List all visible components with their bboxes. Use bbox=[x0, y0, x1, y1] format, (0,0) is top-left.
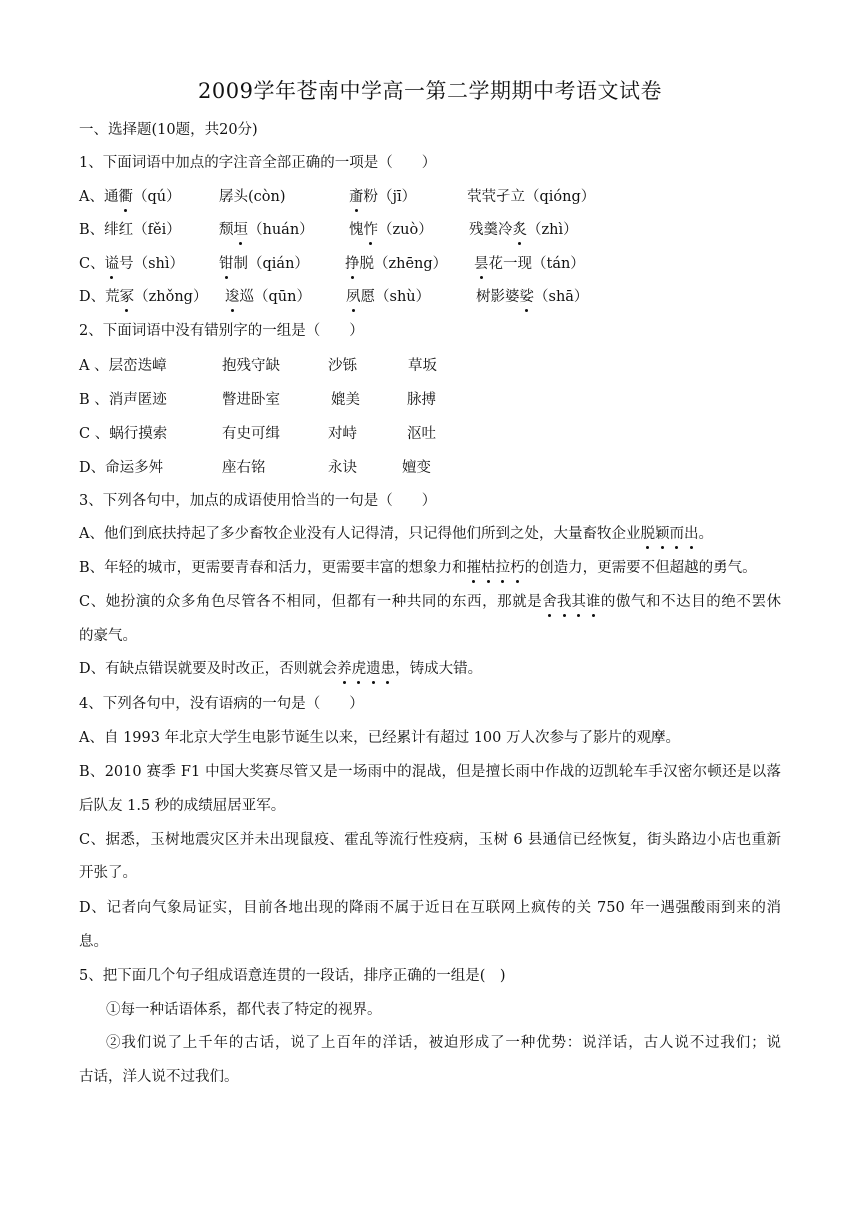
q2-a-word-1: A 、层峦迭嶂 bbox=[79, 358, 167, 374]
emphasis-dot-char: 其 bbox=[571, 594, 586, 610]
q3-option-a bbox=[79, 524, 713, 544]
section-heading: 一、选择题(10题，共20分) bbox=[79, 122, 258, 138]
emphasis-dot-char: 遗 bbox=[366, 661, 381, 677]
q3-a-idiom bbox=[640, 526, 698, 542]
q1-d-item-3 bbox=[346, 287, 430, 307]
q3-option-b bbox=[79, 558, 757, 578]
emphasis-dot-char: 娑 bbox=[519, 289, 534, 305]
q1-d-item-4 bbox=[476, 287, 588, 307]
q1-d-item-2 bbox=[225, 287, 311, 307]
text-segment: 。 bbox=[698, 526, 713, 542]
q4-option-c-line-1: C、据悉，玉树地震灾区并未出现鼠疫、霍乱等流行性疫病，玉树 6 县通信已经恢复，街头路边小店也重新 bbox=[79, 832, 781, 848]
emphasis-dot-char: 垣 bbox=[233, 222, 248, 238]
emphasis-dot-char: 钳 bbox=[219, 256, 234, 272]
q2-option-b bbox=[79, 390, 781, 410]
text-segment: （huán） bbox=[248, 222, 314, 238]
q4-stem: 4、下列各句中，没有语病的一句是（ ） bbox=[79, 696, 364, 712]
q4-option-b-line-1: B、2010 赛季 F1 中国大奖赛尽管又是一场雨中的混战，但是擅长雨中作战的迈凯轮车手汉密尔顿还是以落 bbox=[79, 764, 781, 780]
emphasis-dot-char: 挣 bbox=[345, 256, 360, 272]
text-segment: C、她扮演的众多角色尽管各不相同，但都有一种共同的东西，那就是 bbox=[79, 594, 543, 610]
text-segment: B、年轻的城市，更需要青春和活力，更需要丰富的想象力和 bbox=[79, 560, 467, 576]
text-segment: 脱（zhēng） bbox=[359, 256, 448, 272]
emphasis-dot-char: 出 bbox=[683, 526, 699, 542]
text-segment: 愧 bbox=[349, 222, 364, 238]
q2-b-word-1: B 、消声匿迹 bbox=[79, 392, 167, 408]
q5-sentence-2-line-1: ②我们说了上千年的古话，说了上百年的洋话，被迫形成了一种优势：说洋话，古人说不过我们；说 bbox=[106, 1035, 781, 1051]
emphasis-dot-char: 养 bbox=[337, 661, 352, 677]
emphasis-dot-char: 脱 bbox=[640, 526, 655, 542]
q4-option-d-line-1: D、记者向气象局证实，目前各地出现的降雨不属于近日在互联网上疯传的关 750 年一遇强酸雨到来的消 bbox=[79, 900, 781, 916]
q2-a-word-2: 抱残守缺 bbox=[222, 358, 280, 374]
q1-c-item-4 bbox=[474, 254, 585, 274]
q2-stem: 2、下面词语中没有错别字的一组是（ ） bbox=[79, 323, 364, 339]
q3-d-idiom bbox=[337, 661, 395, 677]
q1-a-item-2: 孱头(còn) bbox=[219, 189, 286, 205]
emphasis-dot-char: 谁 bbox=[585, 594, 601, 610]
q4-option-d-line-2: 息。 bbox=[79, 934, 108, 950]
emphasis-dot-char: 患 bbox=[380, 661, 396, 677]
emphasis-dot-char: 衢 bbox=[118, 189, 133, 205]
q2-a-word-4: 草坂 bbox=[408, 358, 437, 374]
page-title: 2009学年苍南中学高一第二学期期中考语文试卷 bbox=[198, 79, 662, 103]
q2-b-word-2: 瞥进卧室 bbox=[222, 392, 280, 408]
q2-d-word-2: 座右铭 bbox=[222, 460, 266, 476]
q4-option-a: A、自 1993 年北京大学生电影节诞生以来，已经累计有超过 100 万人次参与了影片的观摩。 bbox=[79, 730, 680, 746]
text-segment: 巡（qūn） bbox=[239, 289, 311, 305]
text-segment: （zhǒng） bbox=[134, 289, 208, 305]
emphasis-dot-char: 夙 bbox=[346, 289, 361, 305]
emphasis-dot-char: 朽 bbox=[510, 560, 525, 576]
q1-b-item-3 bbox=[349, 220, 433, 240]
emphasis-dot-char: 舍 bbox=[542, 594, 557, 610]
emphasis-dot-char: 枯 bbox=[481, 560, 496, 576]
emphasis-dot-char: 逡 bbox=[225, 289, 240, 305]
q2-c-word-1: C 、蜗行摸索 bbox=[79, 426, 168, 442]
q5-sentence-1: ①每一种话语体系，都代表了特定的视界。 bbox=[106, 1002, 382, 1018]
text-segment: 花一现（tán） bbox=[488, 256, 585, 272]
emphasis-dot-char: 炙 bbox=[512, 222, 527, 238]
q1-a-item-4: 茕茕孑立（qióng） bbox=[467, 189, 596, 205]
q5-sentence-2-line-2: 古话，洋人说不过我们。 bbox=[79, 1069, 239, 1085]
q3-c-idiom bbox=[542, 594, 600, 610]
q1-b-item-2 bbox=[219, 220, 314, 240]
text-segment: 的创造力，更需要不但超越的勇气。 bbox=[524, 560, 757, 576]
text-segment: A、通 bbox=[79, 189, 119, 205]
text-segment: 的傲气和不达目的绝不罢休 bbox=[600, 594, 781, 610]
q3-option-c-line-1 bbox=[79, 592, 781, 612]
emphasis-dot-char: 谥 bbox=[104, 256, 120, 272]
emphasis-dot-char: 昙 bbox=[474, 256, 489, 272]
q1-c-item-3 bbox=[345, 254, 447, 274]
text-segment: A、他们到底扶持起了多少畜牧企业没有人记得清，只记得他们所到之处，大量畜牧企业 bbox=[79, 526, 641, 542]
q1-option-b bbox=[79, 220, 781, 240]
text-segment: D、荒 bbox=[79, 289, 120, 305]
text-segment: （zuò） bbox=[378, 222, 433, 238]
emphasis-dot-char: 拉 bbox=[495, 560, 511, 576]
q3-option-d bbox=[79, 659, 482, 679]
q4-option-c-line-2: 开张了。 bbox=[79, 865, 137, 881]
text-segment: 粉（jī） bbox=[363, 189, 417, 205]
emphasis-dot-char: 颖 bbox=[654, 526, 670, 542]
text-segment: 残羹冷 bbox=[469, 222, 513, 238]
emphasis-dot-char: 齑 bbox=[349, 189, 364, 205]
q2-b-word-4: 脉搏 bbox=[407, 392, 436, 408]
q1-d-item-1 bbox=[79, 287, 207, 307]
emphasis-dot-char: 怍 bbox=[363, 222, 378, 238]
q1-c-item-2 bbox=[219, 254, 309, 274]
q1-c-item-1 bbox=[79, 254, 184, 274]
q2-d-word-4: 嬗变 bbox=[402, 460, 431, 476]
q1-b-item-1: B、绯红（fěi） bbox=[79, 222, 181, 238]
q1-a-item-3 bbox=[349, 187, 416, 207]
q2-a-word-3: 沙铄 bbox=[328, 358, 357, 374]
q2-option-a bbox=[79, 356, 781, 376]
text-segment: 颓 bbox=[219, 222, 234, 238]
q3-b-idiom bbox=[467, 560, 525, 576]
text-segment: ，铸成大错。 bbox=[395, 661, 483, 677]
q3-option-c-line-2: 的豪气。 bbox=[79, 628, 137, 644]
q1-b-item-4 bbox=[469, 220, 578, 240]
q4-option-b-line-2: 后队友 1.5 秒的成绩屈居亚军。 bbox=[79, 798, 286, 814]
emphasis-dot-char: 我 bbox=[556, 594, 572, 610]
q1-a-item-1 bbox=[79, 187, 181, 207]
text-segment: （shā） bbox=[534, 289, 589, 305]
q2-c-word-3: 对峙 bbox=[328, 426, 357, 442]
q1-option-a bbox=[79, 187, 781, 207]
q2-option-c bbox=[79, 424, 781, 444]
q2-c-word-4: 沤吐 bbox=[407, 426, 436, 442]
q2-d-word-1: D、命运多舛 bbox=[79, 460, 164, 476]
text-segment: 号（shì） bbox=[119, 256, 185, 272]
q2-option-d bbox=[79, 458, 781, 478]
emphasis-dot-char: 而 bbox=[669, 526, 684, 542]
q2-d-word-3: 永诀 bbox=[328, 460, 357, 476]
emphasis-dot-char: 虎 bbox=[351, 661, 367, 677]
emphasis-dot-char: 冢 bbox=[119, 289, 135, 305]
q2-c-word-2: 有史可缉 bbox=[222, 426, 280, 442]
q1-stem: 1、下面词语中加点的字注音全部正确的一项是（ ） bbox=[79, 155, 437, 171]
q3-stem: 3、下列各句中，加点的成语使用恰当的一句是（ ） bbox=[79, 493, 437, 509]
q5-stem: 5、把下面几个句子组成语意连贯的一段话，排序正确的一组是( ) bbox=[79, 968, 506, 984]
text-segment: C、 bbox=[79, 256, 105, 272]
text-segment: 树影婆 bbox=[476, 289, 520, 305]
q2-b-word-3: 媲美 bbox=[331, 392, 360, 408]
text-segment: 愿（shù） bbox=[360, 289, 431, 305]
text-segment: （qú） bbox=[132, 189, 181, 205]
q1-option-d bbox=[79, 287, 781, 307]
text-segment: D、有缺点错误就要及时改正，否则就会 bbox=[79, 661, 338, 677]
text-segment: 制（qián） bbox=[233, 256, 309, 272]
emphasis-dot-char: 摧 bbox=[466, 560, 482, 576]
q1-option-c bbox=[79, 254, 781, 274]
text-segment: （zhì） bbox=[527, 222, 578, 238]
